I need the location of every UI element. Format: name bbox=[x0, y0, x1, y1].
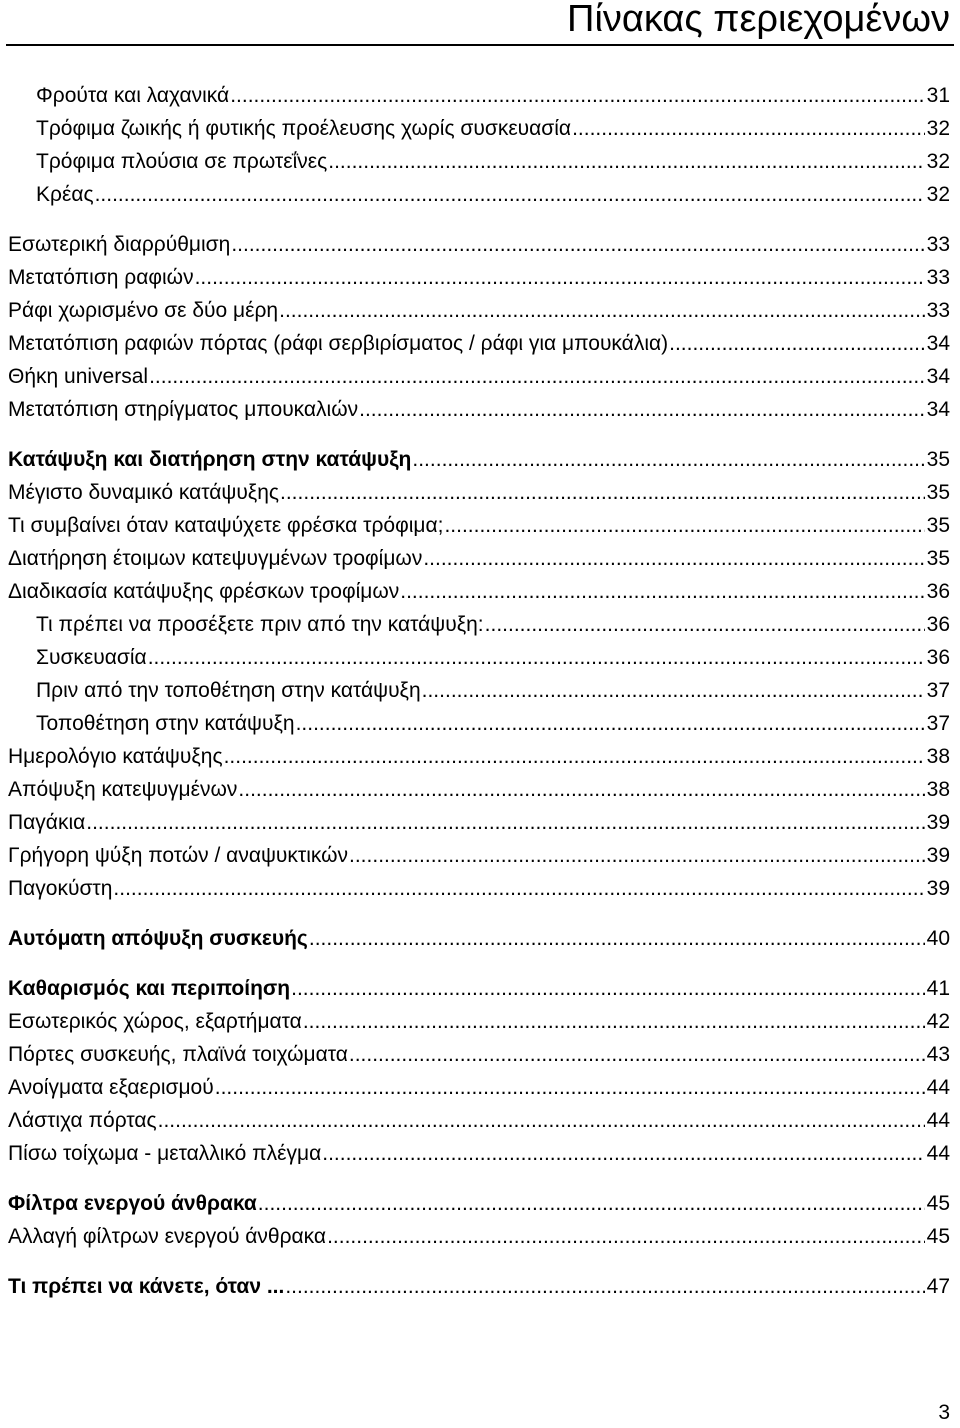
toc-entry-label: Ημερολόγιο κατάψυξης bbox=[8, 745, 223, 768]
toc-entry-page: 35 bbox=[926, 481, 950, 504]
toc-dot-leader bbox=[322, 1137, 924, 1170]
toc-dot-leader bbox=[444, 509, 924, 542]
toc-entry[interactable] bbox=[8, 509, 950, 542]
toc-entry-page: 47 bbox=[926, 1275, 950, 1298]
toc-entry-page: 45 bbox=[926, 1225, 950, 1248]
toc-entry-label: Αλλαγή φίλτρων ενεργού άνθρακα bbox=[8, 1225, 327, 1248]
toc-entry-page: 43 bbox=[926, 1043, 950, 1066]
toc-entry-label: Παγοκύστη bbox=[8, 877, 113, 900]
toc-entry[interactable] bbox=[36, 674, 950, 707]
toc-entry-page: 42 bbox=[926, 1010, 950, 1033]
toc-entry-page: 34 bbox=[926, 332, 950, 355]
toc-entry-page: 39 bbox=[926, 844, 950, 867]
toc-entry-label: Εσωτερικός χώρος, εξαρτήματα bbox=[8, 1010, 302, 1033]
toc-entry[interactable] bbox=[8, 327, 950, 360]
toc-dot-leader bbox=[148, 641, 925, 674]
toc-entry-page: 38 bbox=[926, 745, 950, 768]
toc-entry[interactable] bbox=[8, 1187, 950, 1220]
toc-dot-leader bbox=[86, 806, 924, 839]
toc-entry[interactable] bbox=[8, 806, 950, 839]
toc-entry-page: 36 bbox=[926, 646, 950, 669]
toc-entry-page: 44 bbox=[926, 1109, 950, 1132]
toc-entry-label: Αυτόματη απόψυξη συσκευής bbox=[8, 927, 308, 950]
toc-entry[interactable] bbox=[36, 608, 950, 641]
toc-entry-page: 31 bbox=[926, 84, 950, 107]
toc-entry-label: Θήκη universal bbox=[8, 365, 149, 388]
toc-entry-label: Μετατόπιση ραφιών bbox=[8, 266, 194, 289]
toc-entry[interactable] bbox=[8, 1038, 950, 1071]
toc-entry-label: Καθαρισμός και περιποίηση bbox=[8, 977, 291, 1000]
toc-entry-label: Παγάκια bbox=[8, 811, 86, 834]
toc-dot-leader bbox=[291, 972, 925, 1005]
toc-entry-label: Μετατόπιση στηρίγματος μπουκαλιών bbox=[8, 398, 359, 421]
toc-dot-leader bbox=[423, 542, 924, 575]
toc-dot-leader bbox=[113, 872, 924, 905]
toc-entry-label: Πριν από την τοποθέτηση στην κατάψυξη bbox=[36, 679, 421, 702]
toc-entry-label: Τι συμβαίνει όταν καταψύχετε φρέσκα τρόφιμα; bbox=[8, 514, 444, 537]
toc-entry[interactable] bbox=[8, 476, 950, 509]
toc-entry-page: 45 bbox=[926, 1192, 950, 1215]
toc-dot-leader bbox=[485, 608, 925, 641]
toc-entry[interactable] bbox=[36, 145, 950, 178]
toc-entry-page: 35 bbox=[926, 547, 950, 570]
page-number: 3 bbox=[938, 1401, 950, 1424]
toc-entry-page: 33 bbox=[926, 233, 950, 256]
toc-dot-leader bbox=[349, 839, 925, 872]
toc-entry[interactable] bbox=[36, 707, 950, 740]
toc-dot-leader bbox=[95, 178, 925, 211]
toc-entry-page: 37 bbox=[926, 712, 950, 735]
toc-entry-label: Διαδικασία κατάψυξης φρέσκων τροφίμων bbox=[8, 580, 400, 603]
title-divider bbox=[6, 44, 954, 46]
toc-dot-leader bbox=[231, 228, 924, 261]
toc-entry-label: Κατάψυξη και διατήρηση στην κατάψυξη bbox=[8, 448, 412, 471]
toc-entry[interactable] bbox=[8, 1270, 950, 1303]
toc-entry-page: 36 bbox=[926, 613, 950, 636]
toc-dot-leader bbox=[296, 707, 925, 740]
toc-entry[interactable] bbox=[8, 575, 950, 608]
toc-entry[interactable] bbox=[8, 773, 950, 806]
toc-dot-leader bbox=[224, 740, 925, 773]
toc-entry[interactable] bbox=[8, 443, 950, 476]
toc-entry-label: Φρούτα και λαχανικά bbox=[36, 84, 230, 107]
toc-entry-page: 39 bbox=[926, 811, 950, 834]
toc-entry[interactable] bbox=[8, 872, 950, 905]
toc-entry-label: Τι πρέπει να προσέξετε πριν από την κατάψυξη: bbox=[36, 613, 484, 636]
toc-dot-leader bbox=[309, 922, 925, 955]
toc-dot-leader bbox=[327, 1220, 925, 1253]
toc-entry[interactable] bbox=[8, 228, 950, 261]
toc-entry-page: 34 bbox=[926, 398, 950, 421]
toc-entry-label: Τρόφιμα πλούσια σε πρωτεΐνες bbox=[36, 150, 328, 173]
toc-entry[interactable] bbox=[8, 1071, 950, 1104]
toc-entry[interactable] bbox=[8, 740, 950, 773]
toc-dot-leader bbox=[328, 145, 924, 178]
toc-dot-leader bbox=[285, 1270, 924, 1303]
toc-entry-label: Τρόφιμα ζωικής ή φυτικής προέλευσης χωρίς συσκευασία bbox=[36, 117, 572, 140]
toc-entry[interactable] bbox=[8, 542, 950, 575]
toc-entry-label: Φίλτρα ενεργού άνθρακα bbox=[8, 1192, 257, 1215]
toc-entry-label: Κρέας bbox=[36, 183, 94, 206]
toc-entry-page: 32 bbox=[926, 117, 950, 140]
toc-dot-leader bbox=[149, 360, 925, 393]
toc-entry[interactable] bbox=[8, 922, 950, 955]
toc-entry-page: 41 bbox=[926, 977, 950, 1000]
toc-dot-leader bbox=[230, 79, 924, 112]
toc-entry-label: Ανοίγματα εξαερισμού bbox=[8, 1076, 214, 1099]
toc-entry-label: Τι πρέπει να κάνετε, όταν ... bbox=[8, 1275, 285, 1298]
toc-entry-label: Μέγιστο δυναμικό κατάψυξης bbox=[8, 481, 280, 504]
toc-entry-page: 38 bbox=[926, 778, 950, 801]
toc-entry-label: Τοποθέτηση στην κατάψυξη bbox=[36, 712, 295, 735]
toc-entry[interactable] bbox=[8, 393, 950, 426]
toc-entry[interactable] bbox=[8, 839, 950, 872]
toc-entry-label: Απόψυξη κατεψυγμένων bbox=[8, 778, 238, 801]
toc-entry-page: 40 bbox=[926, 927, 950, 950]
toc-entry-page: 44 bbox=[926, 1076, 950, 1099]
toc-dot-leader bbox=[238, 773, 924, 806]
toc-dot-leader bbox=[303, 1005, 925, 1038]
toc-entry-page: 44 bbox=[926, 1142, 950, 1165]
toc-dot-leader bbox=[669, 327, 925, 360]
toc-entry[interactable] bbox=[8, 1137, 950, 1170]
toc-entry[interactable] bbox=[8, 294, 950, 327]
toc-entry[interactable] bbox=[36, 79, 950, 112]
toc-entry-page: 33 bbox=[926, 266, 950, 289]
toc-entry-page: 35 bbox=[926, 514, 950, 537]
toc-entry-label: Λάστιχα πόρτας bbox=[8, 1109, 157, 1132]
page-title: Πίνακας περιεχομένων bbox=[567, 0, 950, 40]
toc-entry[interactable] bbox=[8, 1104, 950, 1137]
toc-dot-leader bbox=[349, 1038, 925, 1071]
toc-entry-page: 32 bbox=[926, 150, 950, 173]
toc-dot-leader bbox=[158, 1104, 925, 1137]
toc-entry-label: Διατήρηση έτοιμων κατεψυγμένων τροφίμων bbox=[8, 547, 423, 570]
toc-dot-leader bbox=[195, 261, 925, 294]
toc-entry-label: Ράφι χωρισμένο σε δύο μέρη bbox=[8, 299, 279, 322]
toc-dot-leader bbox=[280, 476, 925, 509]
toc-entry-page: 39 bbox=[926, 877, 950, 900]
toc-dot-leader bbox=[422, 674, 925, 707]
toc-entry-label: Γρήγορη ψύξη ποτών / αναψυκτικών bbox=[8, 844, 349, 867]
toc-dot-leader bbox=[412, 443, 924, 476]
toc-entry[interactable] bbox=[36, 178, 950, 211]
toc-entry[interactable] bbox=[8, 261, 950, 294]
toc-entry-label: Πίσω τοίχωμα - μεταλλικό πλέγμα bbox=[8, 1142, 322, 1165]
toc-entry-page: 36 bbox=[926, 580, 950, 603]
toc-dot-leader bbox=[279, 294, 925, 327]
toc-entry-page: 35 bbox=[926, 448, 950, 471]
toc-dot-leader bbox=[572, 112, 925, 145]
toc-entry-label: Εσωτερική διαρρύθμιση bbox=[8, 233, 231, 256]
toc-entry-page: 34 bbox=[926, 365, 950, 388]
toc-dot-leader bbox=[359, 393, 925, 426]
toc-entry[interactable] bbox=[8, 972, 950, 1005]
toc-entry[interactable] bbox=[8, 360, 950, 393]
toc-dot-leader bbox=[215, 1071, 925, 1104]
toc-entry-page: 33 bbox=[926, 299, 950, 322]
toc-entry-page: 37 bbox=[926, 679, 950, 702]
toc-entry-label: Πόρτες συσκευής, πλαϊνά τοιχώματα bbox=[8, 1043, 348, 1066]
toc-dot-leader bbox=[258, 1187, 925, 1220]
toc-entry-label: Συσκευασία bbox=[36, 646, 147, 669]
toc-entry-label: Μετατόπιση ραφιών πόρτας (ράφι σερβιρίσματος / ράφι για μπουκάλια) bbox=[8, 332, 669, 355]
toc-entry-page: 32 bbox=[926, 183, 950, 206]
toc-entry[interactable] bbox=[36, 112, 950, 145]
toc-entry[interactable] bbox=[8, 1220, 950, 1253]
toc-entry[interactable] bbox=[8, 1005, 950, 1038]
toc-entry[interactable] bbox=[36, 641, 950, 674]
toc-dot-leader bbox=[400, 575, 924, 608]
